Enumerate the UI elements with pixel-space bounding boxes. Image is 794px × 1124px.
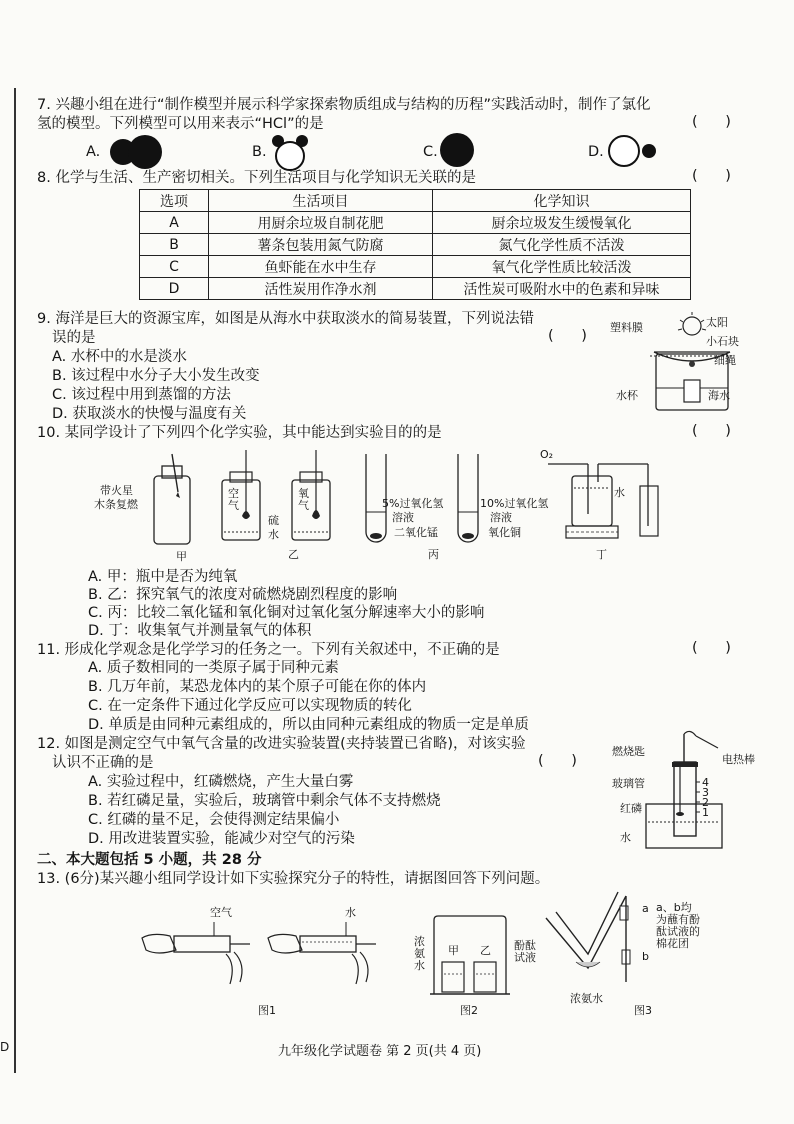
q12-option-d: D. 用改进装置实验，能减少对空气的污染 <box>88 831 355 847</box>
q10-option-d: D. 丁：收集氧气并测量氧气的体积 <box>88 623 312 639</box>
row-option: A <box>140 212 209 234</box>
q9-option-d: D. 获取淡水的快慢与温度有关 <box>52 406 247 422</box>
q13-figure-3-v-tube <box>540 882 640 992</box>
q10-apparatus-jia <box>148 452 198 548</box>
q13-fig3-caption: 图3 <box>634 1004 652 1017</box>
q10-apparatus-ding <box>548 448 668 548</box>
q9-label-sun: 太阳 <box>706 316 728 329</box>
q9-label-stone: 小石块 <box>706 335 739 348</box>
q7-option-c-label: C. <box>423 144 438 160</box>
q10-label-oxygen: 氧气 <box>298 487 309 512</box>
q10-answer-bracket[interactable]: ( ) <box>692 423 731 439</box>
q10-label-water-ding: 水 <box>614 486 625 499</box>
q13-fig1-caption: 图1 <box>258 1004 276 1017</box>
row-life: 用厨余垃圾自制花肥 <box>209 212 433 234</box>
q10-label-mno2: 二氧化锰 <box>394 526 438 539</box>
q13-figure-2-beakers <box>430 914 510 996</box>
q10-label-air: 空气 <box>228 487 239 512</box>
q12-answer-bracket[interactable]: ( ) <box>538 753 577 769</box>
q10-label-sulfur: 硫 <box>268 514 279 527</box>
q11-answer-bracket[interactable]: ( ) <box>692 640 731 656</box>
table-header-row <box>140 190 691 212</box>
q11-option-d: D. 单质是由同种元素组成的，所以由同种元素组成的物质一定是单质 <box>88 717 529 733</box>
q12-label-water: 水 <box>620 831 631 844</box>
q13-label-jia: 甲 <box>448 944 459 957</box>
q10-label-o2: O₂ <box>540 448 554 461</box>
q8-options-table <box>139 189 691 300</box>
q10-label-water: 水 <box>268 528 279 541</box>
q12-scale-4: 4 <box>702 776 709 789</box>
q12-stem-line2: 认识不正确的是 <box>52 755 154 771</box>
q10-label-solution-2: 溶液 <box>490 511 512 524</box>
q10-option-b: B. 乙：探究氧气的浓度对硫燃烧剧烈程度的影响 <box>88 587 398 603</box>
q13-label-phenolphthalein: 酚酞试液 <box>514 939 536 964</box>
q12-option-b: B. 若红磷足量，实验后，玻璃管中剩余气体不支持燃烧 <box>88 793 441 809</box>
q12-label-spoon: 燃烧匙 <box>612 745 645 758</box>
q7-option-d-label: D. <box>588 144 604 160</box>
row-chem: 氧气化学性质比较活泼 <box>433 256 691 278</box>
row-chem: 厨余垃圾发生缓慢氧化 <box>433 212 691 234</box>
row-option: B <box>140 234 209 256</box>
row-life: 鱼虾能在水中生存 <box>209 256 433 278</box>
row-life: 薯条包装用氮气防腐 <box>209 234 433 256</box>
q7-stem-line1: 7. 兴趣小组在进行“制作模型并展示科学家探索物质组成与结构的历程”实践活动时，制作了氯化 <box>37 97 651 113</box>
row-chem: 氮气化学性质不活泼 <box>433 234 691 256</box>
q10-label-h2o2-5: 5%过氧化氢 <box>382 497 444 510</box>
q10-label-h2o2-10: 10%过氧化氢 <box>480 497 549 510</box>
q12-oxygen-apparatus <box>640 734 730 854</box>
row-life: 活性炭用作净水剂 <box>209 278 433 300</box>
q12-option-c: C. 红磷的量不足，会使得测定结果偏小 <box>88 812 340 828</box>
q10-label-yi: 乙 <box>288 548 299 561</box>
left-margin-rule <box>14 88 16 1073</box>
q9-label-rope: 细绳 <box>714 354 736 367</box>
q12-scale-1: 1 <box>702 806 709 819</box>
q13-figure-1-water-syringe <box>264 910 384 990</box>
q12-scale-2: 2 <box>702 796 709 809</box>
q12-option-a: A. 实验过程中，红磷燃烧，产生大量白雾 <box>88 774 354 790</box>
q9-option-a: A. 水杯中的水是淡水 <box>52 349 187 365</box>
q9-stem-line2: 误的是 <box>52 330 96 346</box>
q10-option-a: A. 甲：瓶中是否为纯氧 <box>88 569 238 585</box>
q7-option-a-label: A. <box>86 144 101 160</box>
q13-label-conc-ammonia: 浓氨水 <box>414 935 425 972</box>
q9-option-b: B. 该过程中水分子大小发生改变 <box>52 368 260 384</box>
page-footer: 九年级化学试题卷 第 2 页(共 4 页) <box>278 1044 482 1059</box>
q9-label-sea: 海水 <box>708 389 730 402</box>
q12-label-heating-rod: 电热棒 <box>722 753 755 766</box>
q10-stem: 10. 某同学设计了下列四个化学实验，其中能达到实验目的的是 <box>37 425 442 441</box>
q10-label-ding: 丁 <box>596 548 607 561</box>
q9-label-film: 塑料膜 <box>610 321 643 334</box>
q13-figure-1-air-syringe <box>138 910 258 990</box>
q7-model-d <box>606 132 662 170</box>
table-row <box>140 278 691 300</box>
q7-answer-bracket[interactable]: ( ) <box>692 114 731 130</box>
q11-option-c: C. 在一定条件下通过化学反应可以实现物质的转化 <box>88 698 412 714</box>
table-row <box>140 234 691 256</box>
row-chem: 活性炭可吸附水中的色素和异味 <box>433 278 691 300</box>
q7-option-b-label: B. <box>252 144 267 160</box>
q10-label-solution-1: 溶液 <box>392 511 414 524</box>
section-2-heading: 二、本大题包括 5 小题，共 28 分 <box>37 852 262 868</box>
q13-label-water: 水 <box>345 906 356 919</box>
table-row <box>140 256 691 278</box>
q8-stem: 8. 化学与生活、生产密切相关。下列生活项目与化学知识无关联的是 <box>37 170 476 186</box>
q7-stem-line2: 氢的模型。下列模型可以用来表示“HCl”的是 <box>37 116 324 132</box>
q9-label-cup: 水杯 <box>616 389 638 402</box>
q10-label-cuo: 氧化铜 <box>488 526 521 539</box>
q10-label-bing: 丙 <box>428 548 439 561</box>
q7-model-a <box>105 132 167 172</box>
header-option: 选项 <box>140 190 209 212</box>
q11-stem: 11. 形成化学观念是化学学习的任务之一。下列有关叙述中，不正确的是 <box>37 642 500 658</box>
q8-answer-bracket[interactable]: ( ) <box>692 168 731 184</box>
q13-label-ab-note: a、b均为蘸有酚酞试液的棉花团 <box>656 901 700 950</box>
header-chem: 化学知识 <box>433 190 691 212</box>
q7-model-c <box>437 130 477 170</box>
q11-option-a: A. 质子数相同的一类原子属于同种元素 <box>88 660 339 676</box>
q7-model-b <box>268 132 326 172</box>
q12-label-tube: 玻璃管 <box>612 777 645 790</box>
row-option: D <box>140 278 209 300</box>
q10-label-relight: 木条复燃 <box>94 498 138 511</box>
q12-label-phosphorus: 红磷 <box>620 802 642 815</box>
q10-label-jia: 甲 <box>176 550 187 563</box>
q13-label-air: 空气 <box>210 906 232 919</box>
table-row <box>140 212 691 234</box>
q9-option-c: C. 该过程中用到蒸馏的方法 <box>52 387 231 403</box>
q9-answer-bracket[interactable]: ( ) <box>548 328 587 344</box>
q10-label-glowing-splint: 带火星 <box>100 484 133 497</box>
q10-option-c: C. 丙：比较二氧化锰和氧化铜对过氧化氢分解速率大小的影响 <box>88 605 485 621</box>
q13-fig2-caption: 图2 <box>460 1004 478 1017</box>
q12-scale-3: 3 <box>702 786 709 799</box>
q13-stem: 13. (6分)某兴趣小组同学设计如下实验探究分子的特性，请据图回答下列问题。 <box>37 871 550 887</box>
q9-stem-line1: 9. 海洋是巨大的资源宝库，如图是从海水中获取淡水的简易装置，下列说法错 <box>37 311 534 327</box>
q13-label-conc-ammonia-3: 浓氨水 <box>570 992 603 1005</box>
corner-mark: D <box>0 1040 10 1054</box>
header-life: 生活项目 <box>209 190 433 212</box>
row-option: C <box>140 256 209 278</box>
q11-option-b: B. 几万年前，某恐龙体内的某个原子可能在你的体内 <box>88 679 427 695</box>
q13-label-yi: 乙 <box>480 944 491 957</box>
q13-label-b: b <box>642 950 649 963</box>
q12-stem-line1: 12. 如图是测定空气中氧气含量的改进实验装置(夹持装置已省略)，对该实验 <box>37 736 526 752</box>
q13-label-a: a <box>642 902 649 915</box>
